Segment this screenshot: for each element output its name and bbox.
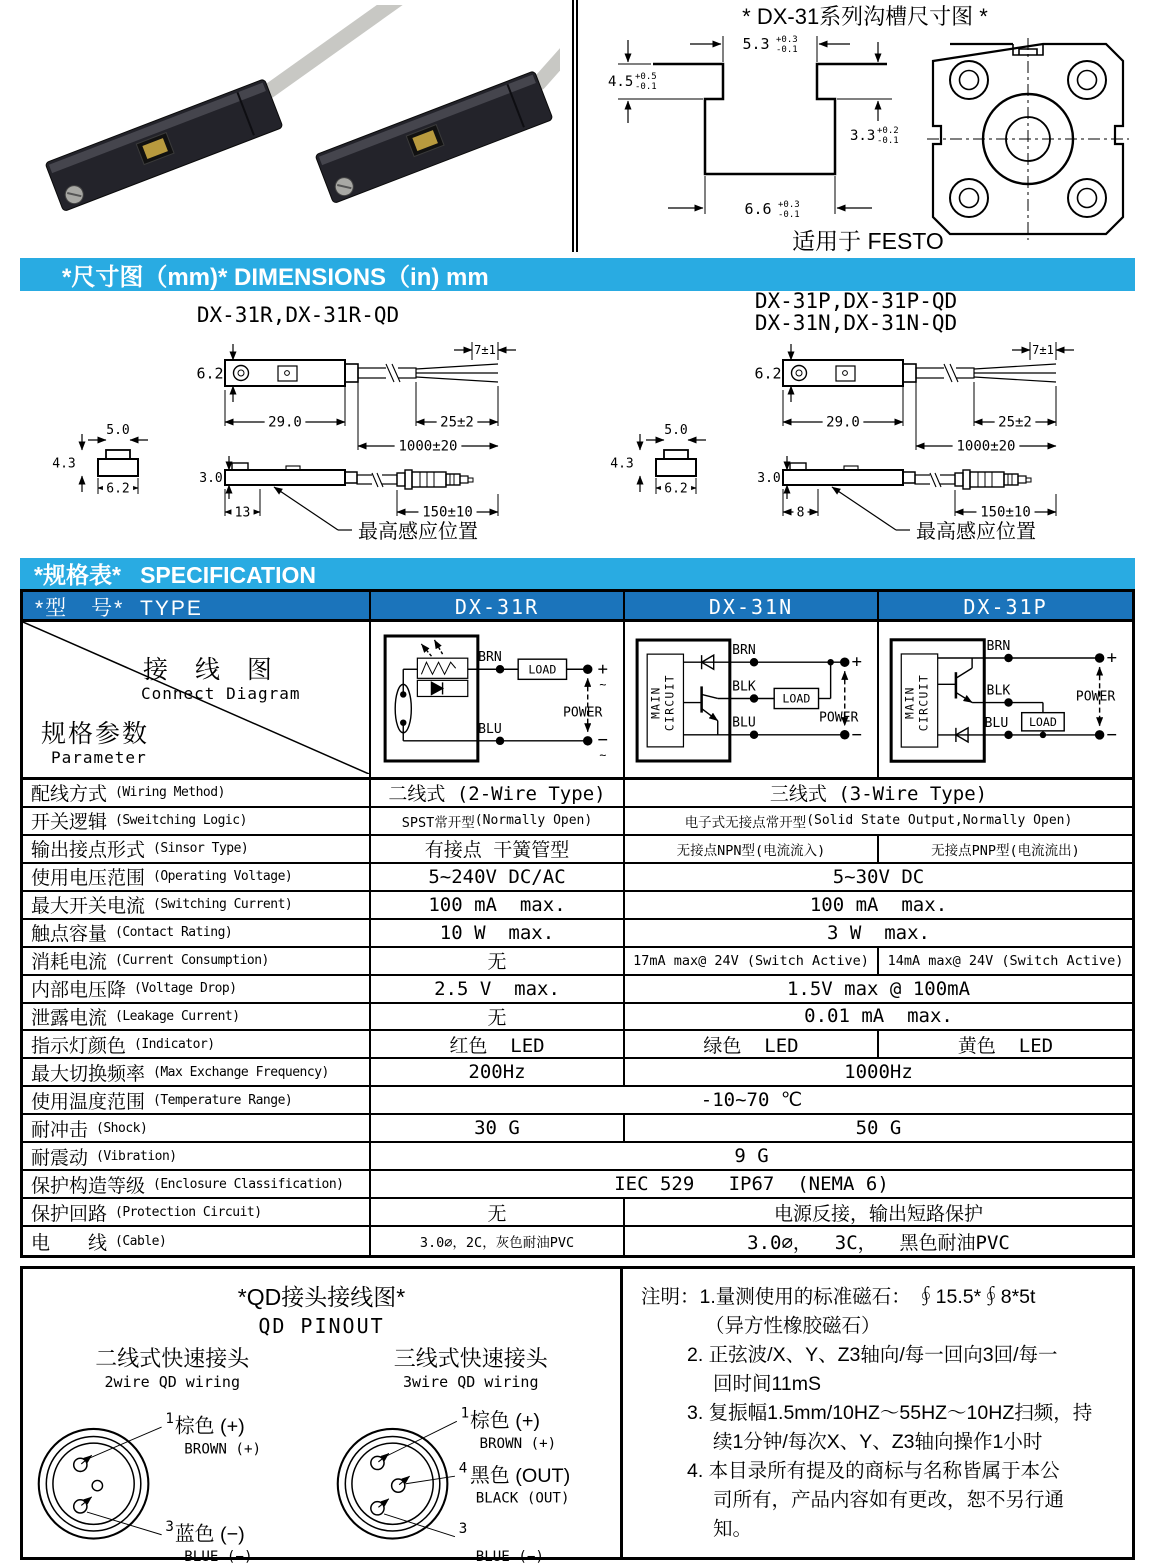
- svg-text:+: +: [1106, 648, 1117, 669]
- dim-label: 7±1: [1032, 343, 1054, 357]
- note-line: 4. 本目录所有提及的商标与名称皆属于本公: [687, 1460, 1060, 1482]
- dim-label: 4: [458, 1460, 467, 1477]
- spec-param: 泄露电流 (Leakage Current): [23, 1004, 371, 1032]
- svg-text:4.5: 4.5: [608, 74, 634, 90]
- note-line: 续1分钟/每次X、Y、Z3轴向操作1小时: [713, 1431, 1043, 1453]
- circuit-diagram-dx31n: [625, 622, 877, 777]
- dim-label: 8: [796, 505, 805, 521]
- sensor-body-1: [45, 79, 283, 212]
- svg-text:−: −: [851, 724, 862, 745]
- svg-text:~: ~: [599, 747, 607, 762]
- parameter-label-en: Parameter: [51, 748, 147, 767]
- svg-text:MAIN: MAIN: [649, 686, 663, 719]
- qd-connector-2wire: [33, 1393, 311, 1565]
- svg-text:LOAD: LOAD: [1028, 714, 1057, 729]
- svg-text:+: +: [851, 652, 862, 673]
- spec-param: 输出接点形式 (Sinsor Type): [23, 836, 371, 864]
- dim-label: 蓝色 (−): [175, 1523, 246, 1546]
- spec-value: 5~30V DC: [625, 864, 1132, 892]
- bottom-section: [20, 1266, 1135, 1565]
- dim-label: 3.0: [757, 471, 781, 487]
- svg-text:6.6: 6.6: [744, 200, 772, 218]
- note-line: 注明：1.量测使用的标准磁石： ∮15.5*∮8*5t: [641, 1286, 1036, 1308]
- svg-text:BLU: BLU: [732, 715, 756, 731]
- connect-diagram-label-zh: 接 线 图: [143, 656, 282, 684]
- dim-label: 1: [165, 1411, 175, 1428]
- circuit-cell-dx31p: [879, 622, 1132, 777]
- spec-value: 9 G: [371, 1143, 1132, 1171]
- spec-value: 1.5V max @ 100mA: [625, 976, 1132, 1004]
- spec-value: 1000Hz: [625, 1059, 1132, 1087]
- qd-connector-3wire: [332, 1393, 610, 1565]
- svg-text:CIRCUIT: CIRCUIT: [917, 673, 931, 732]
- spec-param: 保护回路 (Protection Circuit): [23, 1199, 371, 1227]
- dim-label: 最高感应位置: [916, 521, 1036, 543]
- spec-param: 指示灯颜色 (Indicator): [23, 1031, 371, 1059]
- spec-param: 使用温度范围 (Temperature Range): [23, 1087, 371, 1115]
- cable-2: [539, 5, 560, 83]
- svg-text:-0.1: -0.1: [778, 210, 800, 220]
- svg-text:-0.1: -0.1: [776, 45, 798, 55]
- spec-value: 电源反接，输出短路保护: [625, 1199, 1132, 1227]
- qd-three-wire-title-en: 3wire QD wiring: [403, 1373, 539, 1391]
- svg-text:+0.5: +0.5: [635, 72, 657, 82]
- svg-text:POWER: POWER: [1075, 689, 1116, 705]
- connect-header-cell: [23, 622, 371, 777]
- svg-text:POWER: POWER: [562, 705, 603, 721]
- spec-value: 5~240V DC/AC: [371, 864, 625, 892]
- spec-value: 3 W max.: [625, 920, 1132, 948]
- svg-text:+0.3: +0.3: [776, 35, 798, 45]
- dim-label: BROWN (+): [479, 1435, 556, 1452]
- type-dx31n: DX-31N: [625, 592, 879, 622]
- spec-value: 无: [371, 1004, 625, 1032]
- svg-text:~: ~: [599, 677, 607, 692]
- dim-label: 4.3: [52, 456, 76, 472]
- dim-label: 5.0: [664, 423, 688, 438]
- dim-label: 6.2: [106, 481, 130, 497]
- dim-label: 黑色 (OUT): [469, 1464, 571, 1487]
- dimension-diagram-dx31r: [20, 292, 577, 556]
- qd-title-en: QD PINOUT: [258, 1314, 385, 1338]
- dimension-diagram-dx31p-n: [578, 292, 1135, 556]
- spec-value: 50 G: [625, 1115, 1132, 1143]
- spec-value: 100 mA max.: [625, 892, 1132, 920]
- dim-label: 7±1: [474, 343, 496, 357]
- spec-value: 二线式 (2-Wire Type): [371, 780, 625, 808]
- dim-label: 4.3: [610, 456, 634, 472]
- svg-text:+: +: [597, 659, 608, 680]
- type-dx31r: DX-31R: [371, 592, 625, 622]
- groove-diagram: [583, 2, 1148, 254]
- svg-text:BLU: BLU: [984, 715, 1009, 731]
- qd-two-wire: [23, 1342, 322, 1565]
- spec-param: 最大开关电流 (Switching Current): [23, 892, 371, 920]
- svg-text:-0.1: -0.1: [877, 136, 899, 146]
- spec-param: 消耗电流 (Current Consumption): [23, 948, 371, 976]
- spec-value: 17mA max@ 24V (Switch Active): [625, 948, 879, 976]
- spec-value: 30 G: [371, 1115, 625, 1143]
- dim-label: 最高感应位置: [358, 521, 478, 543]
- spec-value: 3.0∅， 3C， 黑色耐油PVC: [747, 1231, 1010, 1254]
- qd-two-wire-title-zh: 二线式快速接头: [95, 1346, 250, 1371]
- spec-value: 无接点PNP型(电流流出): [879, 836, 1132, 864]
- dim-label: 5.0: [106, 423, 130, 438]
- sensor-drawing: [610, 342, 1074, 543]
- dim-label: DX-31R,DX-31R-QD: [196, 303, 400, 327]
- dim-label: 棕色 (+): [175, 1415, 246, 1438]
- spec-value: 无: [371, 948, 625, 976]
- spec-param: 触点容量 (Contact Rating): [23, 920, 371, 948]
- notes-box: [623, 1269, 1132, 1557]
- parameter-label-zh: 规格参数: [41, 720, 150, 748]
- spec-param: 耐冲击 (Shock): [23, 1115, 371, 1143]
- note-line: 司所有，产品内容如有更改，恕不另行通: [713, 1489, 1065, 1511]
- spec-param: 使用电压范围 (Operating Voltage): [23, 864, 371, 892]
- dim-label: 25±2: [440, 414, 474, 431]
- spec-param: 内部电压降 (Voltage Drop): [23, 976, 371, 1004]
- spec-value: 200Hz: [371, 1059, 625, 1087]
- spec-value: SPST常开型 (Normally Open): [371, 808, 625, 836]
- spec-value: 三线式 (3-Wire Type): [625, 780, 1132, 808]
- svg-text:LOAD: LOAD: [782, 691, 811, 706]
- product-photo: [15, 5, 560, 250]
- spec-table-body: [20, 780, 1135, 1258]
- dim-label: DX-31N,DX-31N-QD: [754, 311, 958, 335]
- qd-three-wire-title-zh: 三线式快速接头: [393, 1346, 548, 1371]
- type-dx31p: DX-31P: [963, 595, 1048, 619]
- dim-label: 29.0: [826, 414, 860, 431]
- spec-value: 100 mA max.: [371, 892, 625, 920]
- svg-text:−: −: [1106, 724, 1117, 745]
- svg-text:+0.3: +0.3: [778, 200, 800, 210]
- dim-label: 6.2: [754, 364, 782, 383]
- svg-text:BRN: BRN: [986, 638, 1011, 654]
- circuit-diagram-dx31p: [879, 622, 1132, 777]
- dim-label: 3.0: [199, 471, 223, 487]
- spec-param: 配线方式 (Wiring Method): [23, 780, 371, 808]
- spec-value: 2.5 V max.: [371, 976, 625, 1004]
- type-header-label: *型 号* TYPE: [23, 592, 371, 622]
- dim-label: BLUE (−): [184, 1549, 253, 1565]
- circuit-cell-dx31r: [371, 622, 625, 777]
- dim-label: 3: [165, 1518, 175, 1535]
- spec-param: 电 线 (Cable): [23, 1227, 371, 1255]
- note-line: 回时间11mS: [713, 1373, 821, 1395]
- spec-value: 电子式无接点常开型 (Solid State Output,Normally Open): [625, 808, 1132, 836]
- qd-three-wire: [322, 1342, 621, 1565]
- svg-text:3.3: 3.3: [850, 128, 876, 144]
- dim-label: 25±2: [998, 414, 1032, 431]
- dim-label: 1: [460, 1405, 469, 1422]
- sensor-body-2: [315, 71, 553, 204]
- circuit-cell-dx31n: [625, 622, 879, 777]
- svg-text:BLK: BLK: [986, 683, 1011, 699]
- connect-diagram-label-en: Connect Diagram: [141, 684, 301, 703]
- dim-label: 6.2: [664, 481, 688, 497]
- spec-value: 有接点 干簧管型: [371, 836, 625, 864]
- cable-1: [269, 5, 415, 91]
- dim-label: BLUE (−): [475, 1549, 544, 1565]
- dim-label: 1000±20: [956, 438, 1016, 455]
- circuit-diagram-dx31r: [371, 622, 623, 777]
- svg-text:BRN: BRN: [478, 650, 502, 666]
- dim-label: 13: [234, 505, 251, 521]
- dimensions-banner: *尺寸图（mm)* DIMENSIONS（in) mm: [20, 258, 1135, 291]
- svg-text:BRN: BRN: [732, 643, 756, 659]
- spec-param: 保护构造等级 (Enclosure Classification): [23, 1171, 371, 1199]
- dim-label: 6.2: [196, 364, 224, 383]
- qd-pinout-box: [23, 1269, 623, 1565]
- connect-diagram-row: [20, 622, 1135, 780]
- note-line: 3. 复振幅1.5mm/10HZ～55HZ～10HZ扫频，持: [687, 1402, 1093, 1424]
- svg-text:MAIN: MAIN: [903, 686, 917, 719]
- sensor-drawing: [52, 342, 516, 543]
- spec-value: -10~70 ℃: [371, 1087, 1132, 1115]
- spec-param: 开关逻辑 (Sweitching Logic): [23, 808, 371, 836]
- dim-label: BROWN (+): [184, 1441, 262, 1458]
- spec-param: 最大切换频率 (Max Exchange Frequency): [23, 1059, 371, 1087]
- dim-label: 1000±20: [398, 438, 458, 455]
- spec-value: 0.01 mA max.: [625, 1004, 1132, 1032]
- dim-label: BLACK (OUT): [475, 1490, 570, 1507]
- qd-two-wire-title-en: 2wire QD wiring: [104, 1373, 240, 1391]
- spec-value: 14mA max@ 24V (Switch Active): [879, 948, 1132, 976]
- specification-banner: *规格表* SPECIFICATION: [20, 558, 1135, 589]
- spec-param: 耐震动 (Vibration): [23, 1143, 371, 1171]
- svg-text:−: −: [597, 729, 608, 750]
- type-header-row: [20, 589, 1135, 622]
- vertical-divider: [572, 0, 578, 252]
- spec-value: 3.0∅，2C，灰色耐油PVC: [371, 1227, 625, 1255]
- dim-label: 150±10: [422, 504, 473, 521]
- svg-text:LOAD: LOAD: [528, 662, 557, 677]
- spec-value: 绿色 LED: [625, 1031, 879, 1059]
- svg-text:CIRCUIT: CIRCUIT: [663, 673, 677, 732]
- festo-caption: 适用于 FESTO: [792, 228, 944, 254]
- svg-text:-0.1: -0.1: [635, 82, 657, 92]
- note-line: 知。: [713, 1518, 753, 1540]
- groove-profile: [618, 36, 892, 214]
- dim-label: 29.0: [268, 414, 302, 431]
- groove-flange-view: [927, 38, 1129, 240]
- groove-title: * DX-31系列沟槽尺寸图 *: [742, 4, 988, 29]
- spec-value: 无: [371, 1199, 625, 1227]
- spec-value: IEC 529 IP67 (NEMA 6): [371, 1171, 1132, 1199]
- spec-value: 无接点NPN型(电流流入): [625, 836, 879, 864]
- spec-value: 10 W max.: [371, 920, 625, 948]
- dim-label: 棕色 (+): [469, 1410, 540, 1433]
- dim-label: DX-31P,DX-31P-QD: [754, 292, 958, 313]
- svg-text:POWER: POWER: [818, 710, 859, 726]
- qd-title-zh: *QD接头接线图*: [237, 1284, 406, 1310]
- svg-text:+0.2: +0.2: [877, 126, 899, 136]
- spec-value: 黄色 LED: [879, 1031, 1132, 1059]
- spec-value: 红色 LED: [371, 1031, 625, 1059]
- svg-text:BLK: BLK: [732, 679, 756, 695]
- svg-text:BLU: BLU: [478, 721, 502, 737]
- dim-label: 3: [458, 1520, 467, 1537]
- note-line: 2. 正弦波/X、Y、Z3轴向/每一回向3回/每一: [687, 1344, 1058, 1366]
- note-line: （异方性橡胶磁石）: [705, 1315, 881, 1337]
- dim-label: 150±10: [980, 504, 1031, 521]
- svg-text:5.3: 5.3: [742, 35, 770, 53]
